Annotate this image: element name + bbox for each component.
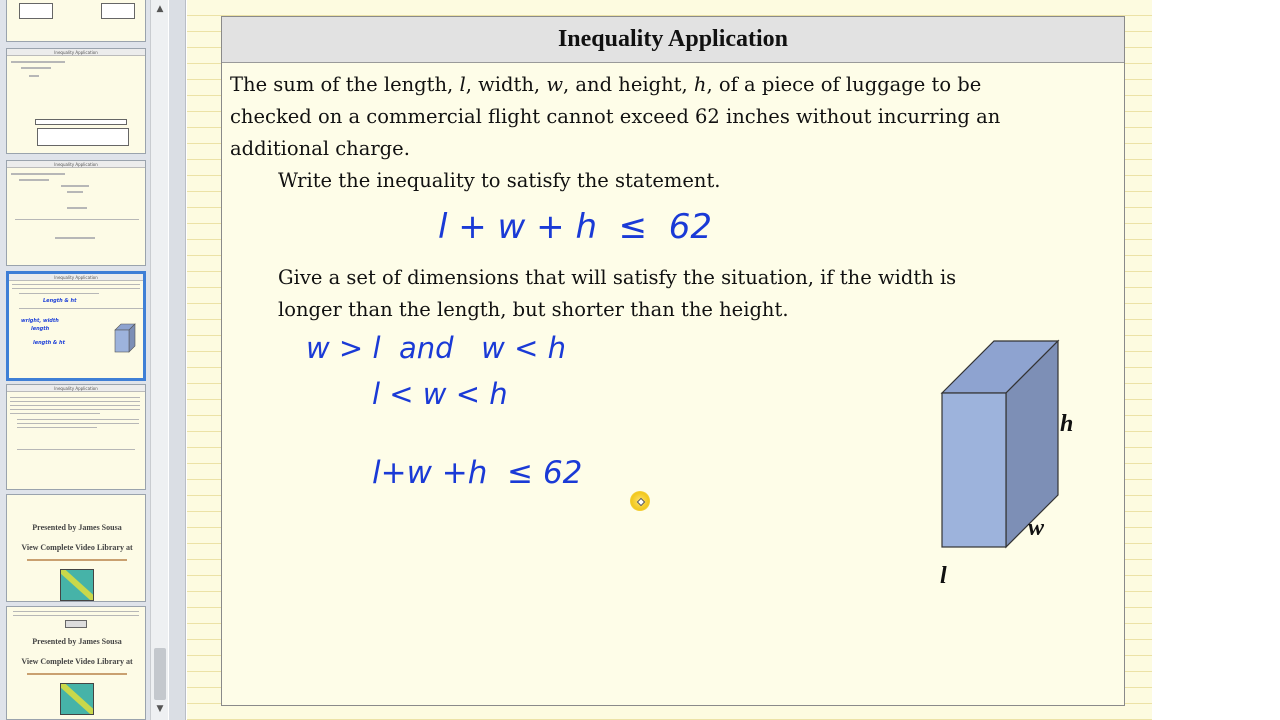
thumb-text-line bbox=[21, 67, 51, 69]
thumb-shape bbox=[101, 3, 135, 19]
thumb-logo-image bbox=[60, 683, 94, 715]
thumb-shape bbox=[35, 119, 127, 125]
thumb-shape bbox=[19, 3, 53, 19]
thumb-text-line bbox=[55, 237, 95, 239]
thumb-text-line bbox=[19, 179, 49, 181]
luggage-box-diagram bbox=[940, 337, 1065, 549]
thumb-text-line bbox=[12, 284, 140, 285]
thumb-shape bbox=[37, 128, 129, 146]
thumb-text-line bbox=[17, 427, 97, 428]
thumb-text-line bbox=[10, 405, 140, 406]
thumb-text-line bbox=[13, 611, 139, 612]
thumb-number-line bbox=[15, 219, 139, 220]
thumb-text-line bbox=[17, 449, 135, 450]
thumb-text-line bbox=[13, 615, 139, 616]
scroll-down-arrow-icon[interactable]: ▼ bbox=[156, 704, 164, 714]
thumb-text-line bbox=[11, 61, 65, 63]
thumb-cube-icon bbox=[113, 322, 137, 354]
pen-cursor-icon bbox=[630, 491, 650, 511]
thumb-text-line bbox=[10, 397, 140, 398]
panel-divider[interactable] bbox=[169, 0, 186, 720]
handwritten-inequality: l + w + h ≤ 62 bbox=[438, 207, 712, 247]
slide-thumbnail-5[interactable] bbox=[6, 384, 146, 490]
slide-thumbnail-credits-2[interactable] bbox=[6, 606, 146, 720]
slide-content-box bbox=[221, 16, 1125, 706]
thumb-title: Inequality Application bbox=[9, 274, 143, 281]
thumb-text-line bbox=[17, 419, 139, 420]
prompt-dimensions-line-2: longer than the length, but shorter than the height. bbox=[278, 298, 789, 321]
thumb-text-line bbox=[29, 75, 39, 77]
handwritten-inequality-2: l+w +h ≤ 62 bbox=[372, 455, 583, 491]
thumb-text-line bbox=[10, 409, 140, 410]
handwritten-condition-2: l < w < h bbox=[372, 377, 508, 411]
thumb-handwriting: Length & ht bbox=[43, 298, 77, 304]
thumbnail-scrollbar[interactable] bbox=[150, 0, 168, 720]
thumb-text-line bbox=[19, 308, 143, 309]
prompt-write-inequality: Write the inequality to satisfy the statement. bbox=[278, 169, 721, 192]
thumb-credit-text: Presented by James Sousa bbox=[32, 637, 122, 646]
handwritten-condition-1: w > l and w < h bbox=[306, 331, 566, 365]
thumb-link bbox=[27, 559, 127, 561]
thumb-credit-text: View Complete Video Library at bbox=[21, 657, 133, 666]
thumb-text-line bbox=[67, 207, 87, 209]
thumb-title: Inequality Application bbox=[7, 161, 145, 168]
thumb-text-line bbox=[61, 185, 89, 187]
thumb-text-line bbox=[19, 293, 99, 294]
thumb-text-line bbox=[17, 423, 139, 424]
slide-canvas bbox=[187, 0, 1152, 720]
thumb-text-line bbox=[10, 401, 140, 402]
thumb-text-line bbox=[12, 288, 140, 289]
slide-thumbnail-4-selected[interactable] bbox=[6, 271, 146, 381]
problem-statement-line-1: The sum of the length, l, width, w, and height, h, of a piece of luggage to be bbox=[230, 73, 982, 96]
label-length: l bbox=[940, 563, 947, 589]
thumb-handwriting: wright, width bbox=[21, 318, 59, 324]
prompt-dimensions-line-1: Give a set of dimensions that will satisfy the situation, if the width is bbox=[278, 266, 957, 289]
box-front-face bbox=[942, 393, 1006, 547]
thumb-credit-text: View Complete Video Library at bbox=[21, 543, 133, 552]
thumb-handwriting: length bbox=[31, 326, 50, 332]
slide-thumbnail-2[interactable] bbox=[6, 48, 146, 154]
thumb-text-line bbox=[67, 191, 83, 193]
right-margin bbox=[1152, 0, 1280, 720]
thumb-logo-image bbox=[60, 569, 94, 601]
thumb-link bbox=[27, 673, 127, 675]
license-badge-icon bbox=[65, 620, 87, 628]
problem-statement-line-3: additional charge. bbox=[230, 137, 410, 160]
thumb-title: Inequality Application bbox=[7, 49, 145, 56]
slide-thumbnail-credits-1[interactable] bbox=[6, 494, 146, 602]
scrollbar-thumb[interactable] bbox=[154, 648, 166, 700]
slide-title: Inequality Application bbox=[222, 17, 1124, 63]
thumb-text-line bbox=[10, 413, 100, 414]
slide-thumbnail-panel bbox=[0, 0, 150, 720]
thumb-handwriting: length & ht bbox=[33, 340, 65, 346]
thumb-text-line bbox=[11, 173, 65, 175]
slide-thumbnail-1[interactable] bbox=[6, 0, 146, 42]
slide-thumbnail-3[interactable] bbox=[6, 160, 146, 266]
label-height: h bbox=[1060, 411, 1074, 437]
thumb-title: Inequality Application bbox=[7, 385, 145, 392]
thumb-credit-text: Presented by James Sousa bbox=[32, 523, 122, 532]
label-width: w bbox=[1028, 515, 1045, 541]
problem-statement-line-2: checked on a commercial flight cannot exceed 62 inches without incurring an bbox=[230, 105, 1001, 128]
scroll-up-arrow-icon[interactable]: ▲ bbox=[156, 4, 164, 14]
